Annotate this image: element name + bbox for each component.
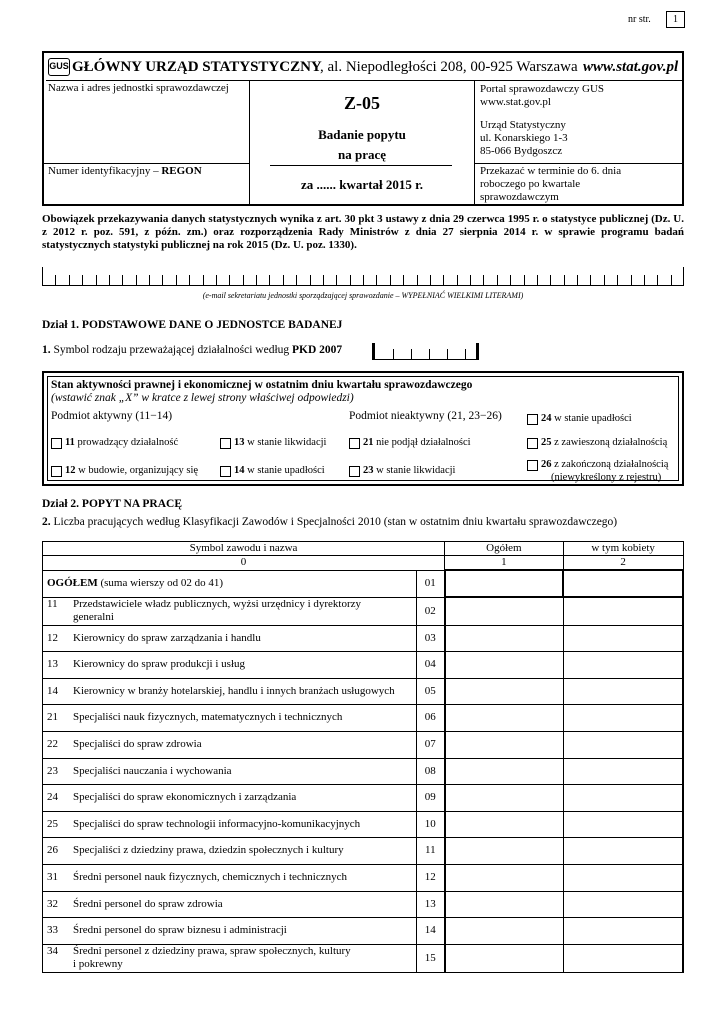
cell-total[interactable] xyxy=(445,864,564,891)
pkd-box-divider xyxy=(447,349,448,359)
col-header-name: Symbol zawodu i nazwa xyxy=(43,542,445,556)
email-box-divider xyxy=(483,275,484,285)
occupation-name: Specjaliści z dziedziny prawa, dziedzin społecznych i kultury xyxy=(73,844,344,856)
occupation-name-cont: i pokrewny xyxy=(73,958,123,970)
occupation-code: 13 xyxy=(47,658,58,670)
row-label xyxy=(43,917,417,944)
cell-women[interactable] xyxy=(563,837,683,864)
email-box-divider xyxy=(376,275,377,285)
pkd-code-boxes[interactable] xyxy=(372,343,479,360)
office-address: Urząd Statystyczny ul. Konarskiego 1-3 85-066 Bydgoszcz xyxy=(480,119,568,157)
occupation-name: Specjaliści nauk fizycznych, matematycznych i technicznych xyxy=(73,711,343,723)
row-label xyxy=(43,731,417,758)
regon-field[interactable] xyxy=(46,179,248,204)
email-box-divider xyxy=(390,275,391,285)
org-address: , al. Niepodległości 208, 00-925 Warszawa xyxy=(320,59,578,75)
table-row xyxy=(43,597,684,625)
cell-total[interactable] xyxy=(445,625,564,651)
checkbox-11[interactable] xyxy=(51,438,62,449)
occupation-code: 25 xyxy=(47,817,58,830)
checkbox-12[interactable] xyxy=(51,466,62,477)
email-box-divider xyxy=(122,275,123,285)
email-box-divider xyxy=(109,275,110,285)
cell-total[interactable] xyxy=(445,570,564,597)
form-header xyxy=(42,51,684,206)
email-box-divider xyxy=(323,275,324,285)
cell-total[interactable] xyxy=(445,731,564,758)
cell-total[interactable] xyxy=(445,758,564,784)
email-box-divider xyxy=(136,275,137,285)
checkbox-21[interactable] xyxy=(349,438,360,449)
cell-women[interactable] xyxy=(563,758,683,784)
occupation-name: Średni personel do spraw biznesu i administracji xyxy=(73,924,287,936)
occupation-code: 22 xyxy=(47,738,58,750)
section-1-title: Dział 1. PODSTAWOWE DANE O JEDNOSTCE BADANEJ xyxy=(42,319,343,331)
email-box-divider xyxy=(269,275,270,285)
email-box-divider xyxy=(671,275,672,285)
cell-total[interactable] xyxy=(445,811,564,837)
occupation-name: Specjaliści do spraw technologii informacyjno-komunikacyjnych xyxy=(73,817,361,830)
row-number: 10 xyxy=(417,811,445,837)
email-box-divider xyxy=(149,275,150,285)
cell-women[interactable] xyxy=(563,731,683,758)
email-box-divider xyxy=(631,275,632,285)
occupation-name-cont: generalni xyxy=(73,611,114,623)
email-box-divider xyxy=(256,275,257,285)
row-number: 04 xyxy=(417,651,445,678)
checkbox-25[interactable] xyxy=(527,438,538,449)
email-box-divider xyxy=(216,275,217,285)
row-number: 03 xyxy=(417,625,445,651)
checkbox-13[interactable] xyxy=(220,438,231,449)
row-number: 11 xyxy=(417,837,445,864)
cell-women[interactable] xyxy=(563,811,683,837)
occupation-code: 24 xyxy=(47,791,58,803)
occupation-code: 34 xyxy=(47,945,58,957)
row-label xyxy=(43,625,417,651)
email-box-divider xyxy=(189,275,190,285)
email-box-divider xyxy=(82,275,83,285)
email-box-divider xyxy=(176,275,177,285)
row-number: 12 xyxy=(417,864,445,891)
email-box-divider xyxy=(604,275,605,285)
email-input-boxes[interactable] xyxy=(42,267,684,286)
form-name: Badanie popytu na pracę xyxy=(318,127,406,162)
occupation-code: 33 xyxy=(47,924,58,936)
row-label xyxy=(43,597,417,625)
unit-name-label: Nazwa i adres jednostki sprawozdawczej xyxy=(48,82,229,94)
row-label xyxy=(43,891,417,917)
occupation-code: 12 xyxy=(47,631,58,644)
email-box-divider xyxy=(537,275,538,285)
occupation-name: Przedstawiciele władz publicznych, wyżsi urzędnicy i dyrektorzy xyxy=(73,598,362,610)
email-box-divider xyxy=(657,275,658,285)
table-row xyxy=(43,837,684,864)
occupation-name: Średni personel do spraw zdrowia xyxy=(73,897,223,910)
row-label xyxy=(43,651,417,678)
cell-women[interactable] xyxy=(563,864,683,891)
row-label xyxy=(43,944,417,972)
pkd-box-divider xyxy=(393,349,394,359)
org-name: GŁÓWNY URZĄD STATYSTYCZNY xyxy=(72,59,322,75)
row-label xyxy=(43,811,417,837)
email-box-divider xyxy=(203,275,204,285)
email-box-divider xyxy=(310,275,311,285)
email-box-divider xyxy=(443,275,444,285)
occupation-code: 26 xyxy=(47,844,58,856)
row-number: 08 xyxy=(417,758,445,784)
reporting-period: za ...... kwartał 2015 r. xyxy=(301,177,423,192)
table-row-total xyxy=(43,570,684,597)
option-13: 13 w stanie likwidacji xyxy=(234,437,327,448)
table-row xyxy=(43,758,684,784)
table-row xyxy=(43,944,684,972)
occupation-name: Specjaliści do spraw zdrowia xyxy=(73,738,202,750)
email-box-divider xyxy=(550,275,551,285)
cell-total[interactable] xyxy=(445,704,564,731)
row-number: 13 xyxy=(417,891,445,917)
email-box-divider xyxy=(363,275,364,285)
email-box-divider xyxy=(403,275,404,285)
cell-women[interactable] xyxy=(563,570,683,597)
table-row xyxy=(43,704,684,731)
status-title: Stan aktywności prawnej i ekonomicznej w ostatnim dniu kwartału sprawozdawczego xyxy=(51,379,473,391)
row-number: 14 xyxy=(417,917,445,944)
option-23: 23 w stanie likwidacji xyxy=(363,465,456,476)
col-header-total: Ogółem xyxy=(445,542,564,556)
portal-info: Portal sprawozdawczy GUS www.stat.gov.pl xyxy=(480,83,605,108)
header-title xyxy=(46,55,684,81)
row-number: 02 xyxy=(417,597,445,625)
cell-women[interactable] xyxy=(563,891,683,917)
occupation-name: Kierownicy do spraw produkcji i usług xyxy=(73,658,245,670)
occupation-name: Średni personel nauk fizycznych, chemicznych i technicznych xyxy=(73,871,347,883)
email-box-divider xyxy=(229,275,230,285)
checkbox-24[interactable] xyxy=(527,414,538,425)
option-11: 11 prowadzący działalność xyxy=(65,437,179,448)
row-label xyxy=(43,784,417,811)
cell-total[interactable] xyxy=(445,651,564,678)
cell-total[interactable] xyxy=(445,944,564,972)
pkd-box-divider xyxy=(411,349,412,359)
email-box-divider xyxy=(243,275,244,285)
row-label xyxy=(43,758,417,784)
row-number: 07 xyxy=(417,731,445,758)
question-2: 2. Liczba pracujących według Klasyfikacji Zawodów i Specjalności 2010 (stan w ostatnim dniu kwartału sprawozdawczego) xyxy=(42,516,618,528)
option-25: 25 z zawieszoną działalnością xyxy=(541,437,668,448)
option-26-note: (niewykreślony z rejestru) xyxy=(551,472,662,483)
occupation-code: 11 xyxy=(47,598,58,610)
col-index-1: 1 xyxy=(445,556,564,571)
occupation-name: Kierownicy w branży hotelarskiej, handlu i innych branżach usługowych xyxy=(73,684,395,697)
checkbox-26[interactable] xyxy=(527,460,538,471)
email-box-divider xyxy=(497,275,498,285)
checkbox-23[interactable] xyxy=(349,466,360,477)
table-row xyxy=(43,731,684,758)
row-number: 06 xyxy=(417,704,445,731)
cell-women[interactable] xyxy=(563,704,683,731)
row-label xyxy=(43,704,417,731)
email-box-divider xyxy=(617,275,618,285)
email-box-divider xyxy=(296,275,297,285)
option-12: 12 w budowie, organizujący się xyxy=(65,465,199,476)
cell-total[interactable] xyxy=(445,917,564,944)
email-box-divider xyxy=(510,275,511,285)
email-box-divider xyxy=(683,267,684,285)
email-box-divider xyxy=(590,275,591,285)
pkd-box-divider xyxy=(465,349,466,359)
table-row xyxy=(43,784,684,811)
occupation-name: Specjaliści nauczania i wychowania xyxy=(73,764,232,777)
email-box-divider xyxy=(577,275,578,285)
option-21: 21 nie podjął działalności xyxy=(363,437,471,448)
email-box-divider xyxy=(162,275,163,285)
email-box-divider xyxy=(417,275,418,285)
occupation-code: 32 xyxy=(47,897,58,910)
occupation-code: 31 xyxy=(47,871,58,883)
gus-logo: GUS xyxy=(48,58,70,76)
cell-total[interactable] xyxy=(445,597,564,625)
unit-name-field[interactable] xyxy=(46,97,248,161)
occupation-table xyxy=(42,541,684,973)
cell-women[interactable] xyxy=(563,678,683,704)
email-box-divider xyxy=(430,275,431,285)
cell-women[interactable] xyxy=(563,625,683,651)
org-website: www.stat.gov.pl xyxy=(583,59,679,75)
email-box-divider xyxy=(55,275,56,285)
deadline-info: Przekazać w terminie do 6. dnia roboczego po kwartale sprawozdawczym xyxy=(480,165,622,203)
email-box-divider xyxy=(644,275,645,285)
option-14: 14 w stanie upadłości xyxy=(234,465,325,476)
email-box-divider xyxy=(350,275,351,285)
table-row xyxy=(43,891,684,917)
email-box-divider xyxy=(283,275,284,285)
email-box-divider xyxy=(470,275,471,285)
page-number-label: nr str. xyxy=(628,14,651,25)
cell-total[interactable] xyxy=(445,837,564,864)
email-caption: (e-mail sekretariatu jednostki sporządzającej sprawozdanie – WYPEŁNIAĆ WIELKIMI LITERAMI) xyxy=(202,291,524,300)
table-row xyxy=(43,678,684,704)
cell-total[interactable] xyxy=(445,678,564,704)
row-number: 09 xyxy=(417,784,445,811)
occupation-name: Kierownicy do spraw zarządzania i handlu xyxy=(73,631,261,644)
cell-women[interactable] xyxy=(563,944,683,972)
row-number: 05 xyxy=(417,678,445,704)
email-box-divider xyxy=(457,275,458,285)
activity-status-box xyxy=(42,371,684,486)
email-box-divider xyxy=(96,275,97,285)
row-label xyxy=(43,864,417,891)
cell-women[interactable] xyxy=(563,917,683,944)
col-index-0: 0 xyxy=(43,556,445,571)
cell-total[interactable] xyxy=(445,891,564,917)
table-row xyxy=(43,864,684,891)
regon-label: Numer identyfikacyjny – REGON xyxy=(48,165,202,177)
question-1: 1. Symbol rodzaju przeważającej działalności według PKD 2007 xyxy=(42,344,343,356)
row-number: 01 xyxy=(417,570,445,597)
form-code: Z-05 xyxy=(344,93,380,113)
pkd-box-divider xyxy=(429,349,430,359)
col-header-women: w tym kobiety xyxy=(563,542,683,556)
cell-women[interactable] xyxy=(563,651,683,678)
cell-women[interactable] xyxy=(563,597,683,625)
occupation-name: Średni personel z dziedziny prawa, spraw społecznych, kultury xyxy=(73,945,351,957)
option-26: 26 z zakończoną działalnością xyxy=(541,459,669,470)
email-box-divider xyxy=(524,275,525,285)
cell-total[interactable] xyxy=(445,784,564,811)
table-row xyxy=(43,651,684,678)
email-box-divider xyxy=(336,275,337,285)
table-row xyxy=(43,811,684,837)
inactive-label: Podmiot nieaktywny (21, 23−26) xyxy=(349,410,502,422)
occupation-code: 23 xyxy=(47,764,58,777)
email-box-divider xyxy=(564,275,565,285)
occupation-name: Specjaliści do spraw ekonomicznych i zarządzania xyxy=(73,791,297,803)
checkbox-14[interactable] xyxy=(220,466,231,477)
section-2-title: Dział 2. POPYT NA PRACĘ xyxy=(42,498,183,510)
row-label: OGÓŁEM (suma wierszy od 02 do 41) xyxy=(43,570,417,597)
legal-basis: Obowiązek przekazywania danych statystycznych wynika z art. 30 pkt 3 ustawy z dnia 29 czerwca 1995 r. o statystyce publicznej (Dz. U. z 2012 r. poz. 591, z późn. zm.) oraz rozporządzenia Rady Ministrów z dnia 27 sierpnia 2014 r. w sprawie programu badań statystycznych statystyki publicznej na rok 2015 (Dz. U. poz. 1330). xyxy=(42,213,684,251)
status-hint: (wstawić znak „X” w kratce z lewej strony właściwej odpowiedzi) xyxy=(51,392,354,404)
email-box-divider xyxy=(69,275,70,285)
col-index-2: 2 xyxy=(563,556,683,571)
table-row xyxy=(43,625,684,651)
table-row xyxy=(43,917,684,944)
row-label xyxy=(43,678,417,704)
row-label xyxy=(43,837,417,864)
option-24: 24 w stanie upadłości xyxy=(541,413,632,424)
page-number-box: 1 xyxy=(666,11,685,28)
cell-women[interactable] xyxy=(563,784,683,811)
row-number: 15 xyxy=(417,944,445,972)
active-label: Podmiot aktywny (11−14) xyxy=(51,410,173,422)
occupation-code: 21 xyxy=(47,711,58,723)
occupation-code: 14 xyxy=(47,684,58,697)
email-box-divider xyxy=(42,267,43,285)
